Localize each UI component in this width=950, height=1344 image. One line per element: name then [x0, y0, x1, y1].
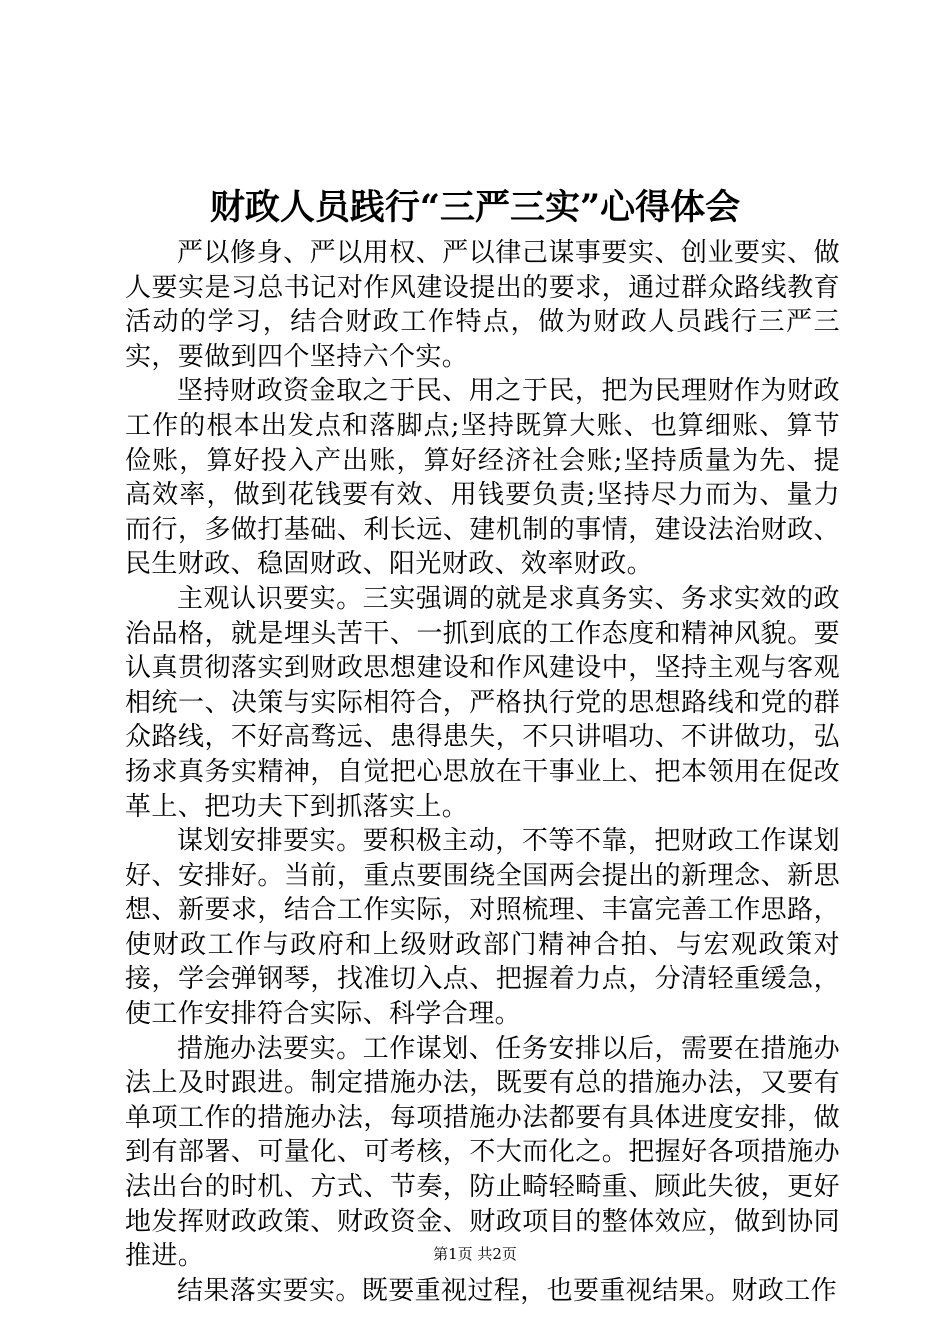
document-title: 财政人员践行“三严三实”心得体会	[209, 187, 741, 228]
paragraph-intro: 严以修身、严以用权、严以律己谋事要实、创业要实、做人要实是习总书记对作风建设提出的要求，通过群众路线教育活动的学习，结合财政工作特点，做为财政人员践行三严三实，要做到四个坚持六个实。	[125, 238, 840, 372]
paragraph-results: 结果落实要实。既要重视过程，也要重视结果。财政工作	[177, 1275, 838, 1306]
paragraph-measures: 措施办法要实。工作谋划、任务安排以后，需要在措施办法上及时跟进。制定措施办法，既要有总的措施办法，又要有单项工作的措施办法，每项措施办法都要有具体进度安排，做到有部署、可量化、可考核，不大而化之。把握好各项措施办法出台的时机、方式、节奏，防止畸轻畸重、顾此失彼，更好地发挥财政政策、财政资金、财政项目的整体效应，做到协同推进。	[125, 1033, 840, 1272]
page-number-footer: 第1页 共2页	[433, 1245, 517, 1263]
paragraph-subjective-understanding: 主观认识要实。三实强调的就是求真务实、务求实效的政治品格，就是埋头苦干、一抓到底的工作态度和精神风貌。要认真贯彻落实到财政思想建设和作风建设中，坚持主观与客观相统一、决策与实际相符合，严格执行党的思想路线和党的群众路线，不好高骛远、患得患失，不只讲唱功、不讲做功，弘扬求真务实精神，自觉把心思放在干事业上、把本领用在促改革上、把功夫下到抓落实上。	[125, 583, 840, 822]
paragraph-planning: 谋划安排要实。要积极主动，不等不靠，把财政工作谋划好、安排好。当前，重点要围绕全国两会提出的新理念、新思想、新要求，结合工作实际，对照梳理、丰富完善工作思路，使财政工作与政府和上级财政部门精神合拍、与宏观政策对接，学会弹钢琴，找准切入点、把握着力点，分清轻重缓急，使工作安排符合实际、科学合理。	[125, 826, 840, 1030]
document-body	[125, 236, 840, 1308]
paragraph-four-persistences: 坚持财政资金取之于民、用之于民，把为民理财作为财政工作的根本出发点和落脚点;坚持既算大账、也算细账、算节俭账，算好投入产出账，算好经济社会账;坚持质量为先、提高效率，做到花钱要有效、用钱要负责;坚持尽力而为、量力而行，多做打基础、利长远、建机制的事情，建设法治财政、民生财政、稳固财政、阳光财政、效率财政。	[125, 376, 840, 580]
